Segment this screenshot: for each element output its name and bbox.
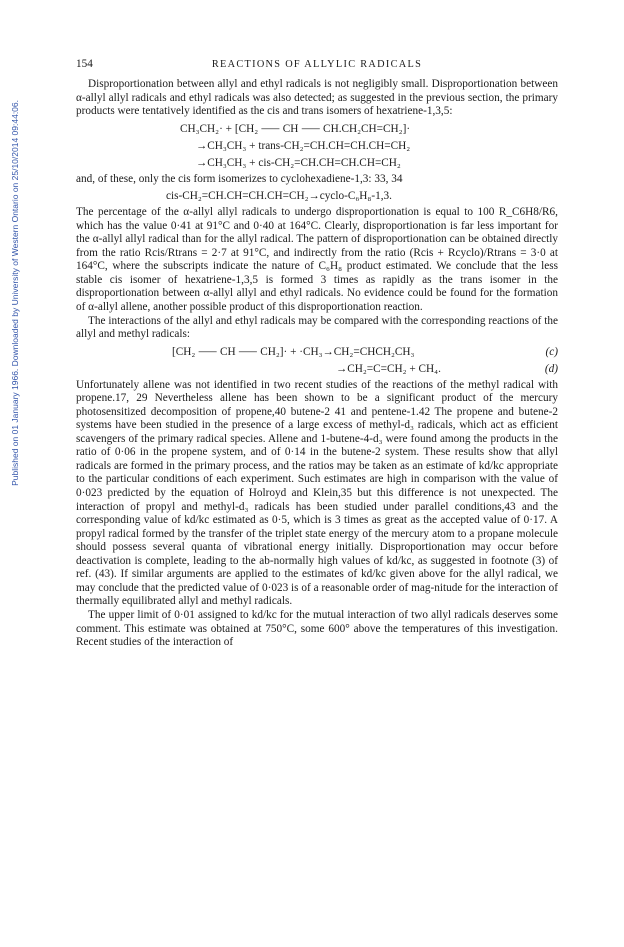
download-watermark: [0, 100, 22, 620]
page-header: [76, 58, 558, 72]
equation-block-3: [76, 345, 558, 376]
equation-text: [CH₂ ⸺ CH ⸺ CH₂]· + ·CH₃→CH₂=CHCH₂CH₃: [172, 345, 415, 358]
running-title: REACTIONS OF ALLYLIC RADICALS: [211, 59, 423, 70]
page-content: [76, 58, 558, 650]
equation-tag: (c): [545, 345, 558, 358]
equation-line: CH₃CH₂· + [CH₂ ⸺ CH ⸺ CH.CH₂CH=CH₂]·: [180, 122, 411, 135]
equation-line-c: [76, 345, 558, 359]
equation-line: cis-CH₂=CH.CH=CH.CH=CH₂→cyclo-C₆H₈-1,3.: [166, 190, 392, 203]
equation-line: →CH₃CH₃ + trans-CH₂=CH.CH=CH.CH=CH₂: [196, 139, 411, 152]
equation-text: →CH₂=C=CH₂ + CH₄.: [336, 362, 441, 375]
equation-block-2: [76, 189, 558, 203]
paragraph-4: The interactions of the allyl and ethyl radicals may be compared with the corresponding reactions of the allyl and methyl radicals:: [76, 314, 558, 341]
equation-block-1: [76, 122, 558, 170]
equation-line: →CH₃CH₃ + cis-CH₂=CH.CH=CH.CH=CH₂: [196, 156, 401, 169]
equation-tag: (d): [544, 362, 558, 375]
paragraph-3: The percentage of the α-allyl allyl radicals to undergo disproportionation is equal to 100 R_C6H8/R6, which has the value 0·41 at 91°C and 0·40 at 164°C. Clearly, disproportionation is far less important for the α-allyl allyl radical than for the allyl radical. The pattern of disproportionation can be obtained directly from the ratio Rcis/Rtrans = 2·7 at 91°C, and indirectly from the ratio (Rcis + Rcyclo)/Rtrans = 3·0 at 164°C, where the subscripts indicate the nature of C₆H₈ product estimated. We conclude that the less stable cis isomer of hexatriene-1,3,5 is formed 3 times as rapidly as the trans isomer in the disproportionation between α-allyl allyl and ethyl radicals. No evidence could be found for the formation of α-allyl allene, another possible product of this disproportionation reaction.: [76, 206, 558, 314]
paragraph-2: and, of these, only the cis form isomerizes to cyclohexadiene-1,3: 33, 34: [76, 172, 403, 185]
equation-line-d: [76, 362, 558, 376]
paragraph-5: Unfortunately allene was not identified in two recent studies of the reactions of the methyl radical with propene.17, 29 Nevertheless allene has been shown to be a significant product of the mercury photosensitized decomposition of propene,40 butene-2 41 and pentene-1.42 The propene and butene-2 systems have been studied in the presence of a large excess of methyl-d₃ radicals, which act as efficient scavengers of the primary radical species. Allene and 1-butene-4-d₃ were found among the products in the ratio of 0·06 in the propene system, and of 0·14 in the butene-2 system. These results show that allyl radicals are formed in the primary process, and the ratios may be taken as an estimate of kd/kc appropriate to the particular conditions of each experiment. Such estimates are high in comparison with the value of 0·023 predicted by the equation of Holroyd and Klein,35 but this difference is not unexpected. The interaction of propyl and methyl-d₃ radicals has been studied under parallel conditions,43 and the corresponding value of kd/kc estimated as 0·5, which is 3 times as great as the accepted value of 0·17. A propyl radical formed by the transfer of the triplet state energy of the mercury atom to a propane molecule should possess several quanta of vibrational energy initially. Disproportionation may occur before deactivation is complete, leading to the ab-normally high values of kd/kc, as suggested in footnote (3) of ref. (43). If similar arguments are applied to the estimates of kd/kc given above for the allyl radical, we may conclude that the predicted value of 0·023 is of a reasonable order of mag-nitude for the interaction of thermally equilibrated allyl and methyl radicals.: [76, 378, 558, 608]
download-watermark-text: Published on 01 January 1966. Downloaded by University of Western Ontario on 25/10/2014 09:44:06.: [10, 100, 20, 486]
paragraph-6: The upper limit of 0·01 assigned to kd/kc for the mutual interaction of two allyl radicals deserves some comment. This estimate was obtained at 750°C, some 600° above the temperatures of this investigation. Recent studies of the interaction of: [76, 608, 558, 649]
page-number: 154: [76, 58, 93, 70]
paragraph-1: Disproportionation between allyl and ethyl radicals is not negligibly small. Disproportionation between α-allyl allyl radicals and ethyl radicals was also detected; as suggested in the previous section, the primary products were tentatively identified as the cis and trans isomers of hexatriene-1,3,5:: [76, 78, 558, 118]
